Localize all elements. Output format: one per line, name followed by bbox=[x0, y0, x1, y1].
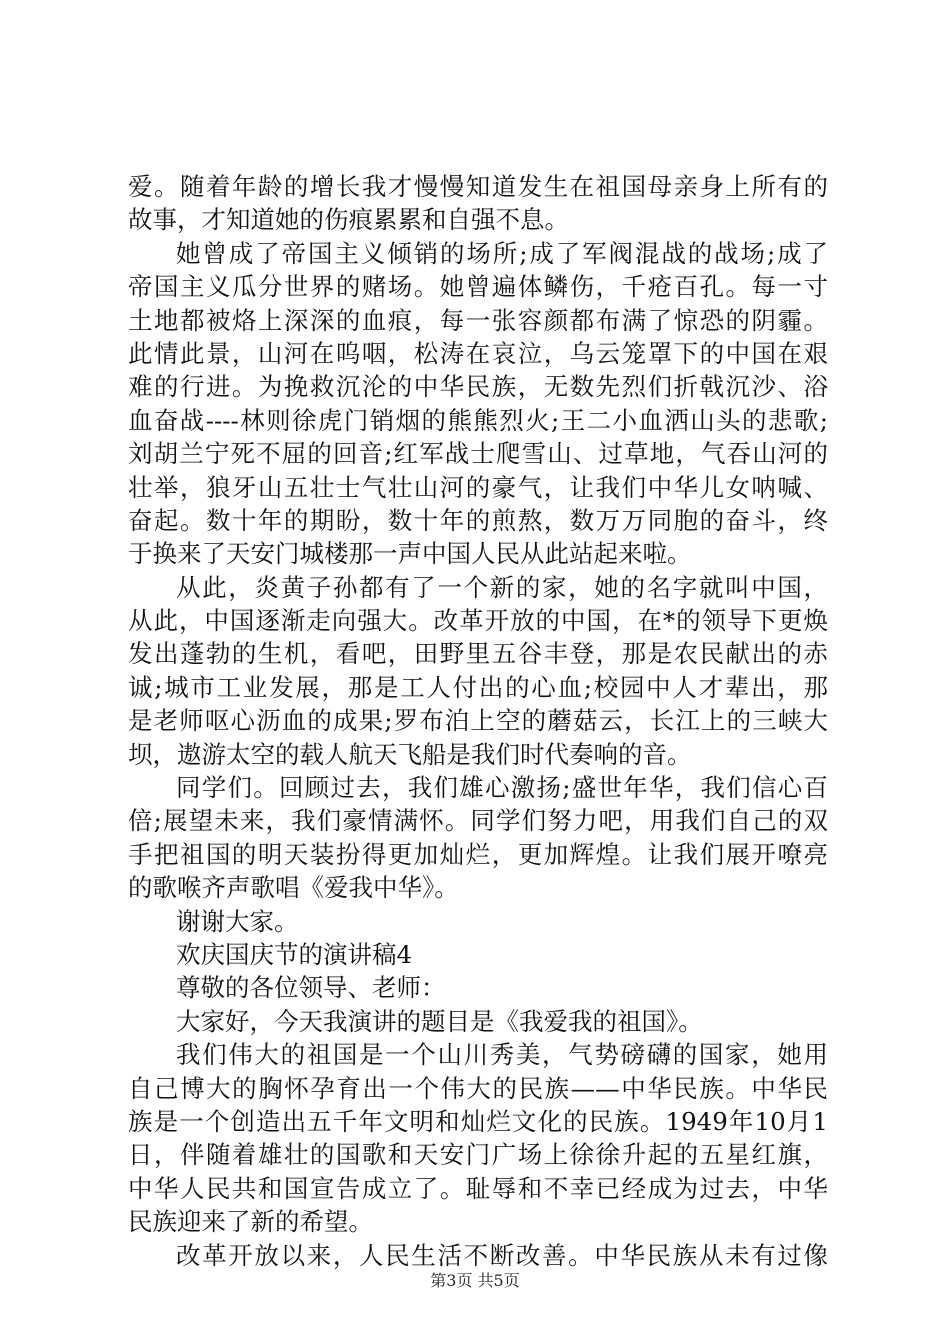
text-line: 族是一个创造出五千年文明和灿烂文化的民族。1949年10月1 bbox=[128, 1106, 828, 1136]
text-line: 帝国主义瓜分世界的赌场。她曾遍体鳞伤，千疮百孔。每一寸 bbox=[128, 272, 828, 302]
text-line: 土地都被烙上深深的血痕，每一张容颜都布满了惊恐的阴霾。 bbox=[128, 305, 828, 335]
text-line: 民族迎来了新的希望。 bbox=[128, 1207, 373, 1237]
text-line: 于换来了天安门城楼那一声中国人民从此站起来啦。 bbox=[128, 539, 692, 569]
text-line: 此情此景，山河在呜咽，松涛在哀泣，乌云笼罩下的中国在艰 bbox=[128, 338, 828, 368]
text-line: 故事，才知道她的伤痕累累和自强不息。 bbox=[128, 205, 569, 235]
text-line: 的歌喉齐声歌唱《爱我中华》。 bbox=[128, 873, 459, 903]
text-line: 手把祖国的明天装扮得更加灿烂，更加辉煌。让我们展开嘹亮 bbox=[128, 839, 828, 869]
text-line: 大家好，今天我演讲的题目是《我爱我的祖国》。 bbox=[176, 1006, 703, 1036]
text-line: 难的行进。为挽救沉沦的中华民族，无数先烈们折戟沉沙、浴 bbox=[128, 372, 828, 402]
text-line: 欢庆国庆节的演讲稿4 bbox=[176, 939, 413, 969]
text-line: 中华人民共和国宣告成立了。耻辱和不幸已经成为过去，中华 bbox=[128, 1173, 828, 1203]
text-line: 日，伴随着雄壮的国歌和天安门广场上徐徐升起的五星红旗， bbox=[128, 1140, 828, 1170]
text-line: 坝，遨游太空的载人航天飞船是我们时代奏响的音。 bbox=[128, 739, 692, 769]
text-line: 从此，中国逐渐走向强大。改革开放的中国，在*的领导下更焕 bbox=[128, 606, 828, 636]
document-body bbox=[128, 170, 828, 1272]
text-line: 壮举，狼牙山五壮士气壮山河的豪气，让我们中华儿女呐喊、 bbox=[128, 472, 828, 502]
text-line: 我们伟大的祖国是一个山川秀美，气势磅礴的国家，她用 bbox=[176, 1040, 828, 1070]
text-line: 自己博大的胸怀孕育出一个伟大的民族——中华民族。中华民 bbox=[128, 1073, 828, 1103]
text-line: 倍;展望未来，我们豪情满怀。同学们努力吧，用我们自己的双 bbox=[128, 806, 828, 836]
page-footer: 第3页 共5页 bbox=[430, 1271, 520, 1290]
text-line: 从此，炎黄子孙都有了一个新的家，她的名字就叫中国， bbox=[176, 572, 828, 602]
text-line: 诚;城市工业发展，那是工人付出的心血;校园中人才辈出，那 bbox=[128, 672, 828, 702]
text-line: 是老师呕心沥血的成果;罗布泊上空的蘑菇云，长江上的三峡大 bbox=[128, 706, 828, 736]
text-line: 奋起。数十年的期盼，数十年的煎熬，数万万同胞的奋斗，终 bbox=[128, 505, 828, 535]
text-line: 她曾成了帝国主义倾销的场所;成了军阀混战的战场;成了 bbox=[176, 238, 828, 268]
text-line: 改革开放以来，人民生活不断改善。中华民族从未有过像 bbox=[176, 1240, 828, 1270]
text-line: 发出蓬勃的生机，看吧，田野里五谷丰登，那是农民献出的赤 bbox=[128, 639, 828, 669]
text-line: 血奋战----林则徐虎门销烟的熊熊烈火;王二小血洒山头的悲歌; bbox=[128, 405, 828, 435]
text-line: 刘胡兰宁死不屈的回音;红军战士爬雪山、过草地，气吞山河的 bbox=[128, 439, 828, 469]
text-line: 谢谢大家。 bbox=[176, 906, 299, 936]
text-line: 同学们。回顾过去，我们雄心激扬;盛世年华，我们信心百 bbox=[176, 773, 828, 803]
text-line: 尊敬的各位领导、老师： bbox=[176, 973, 446, 1003]
text-line: 爱。随着年龄的增长我才慢慢知道发生在祖国母亲身上所有的 bbox=[128, 172, 828, 201]
